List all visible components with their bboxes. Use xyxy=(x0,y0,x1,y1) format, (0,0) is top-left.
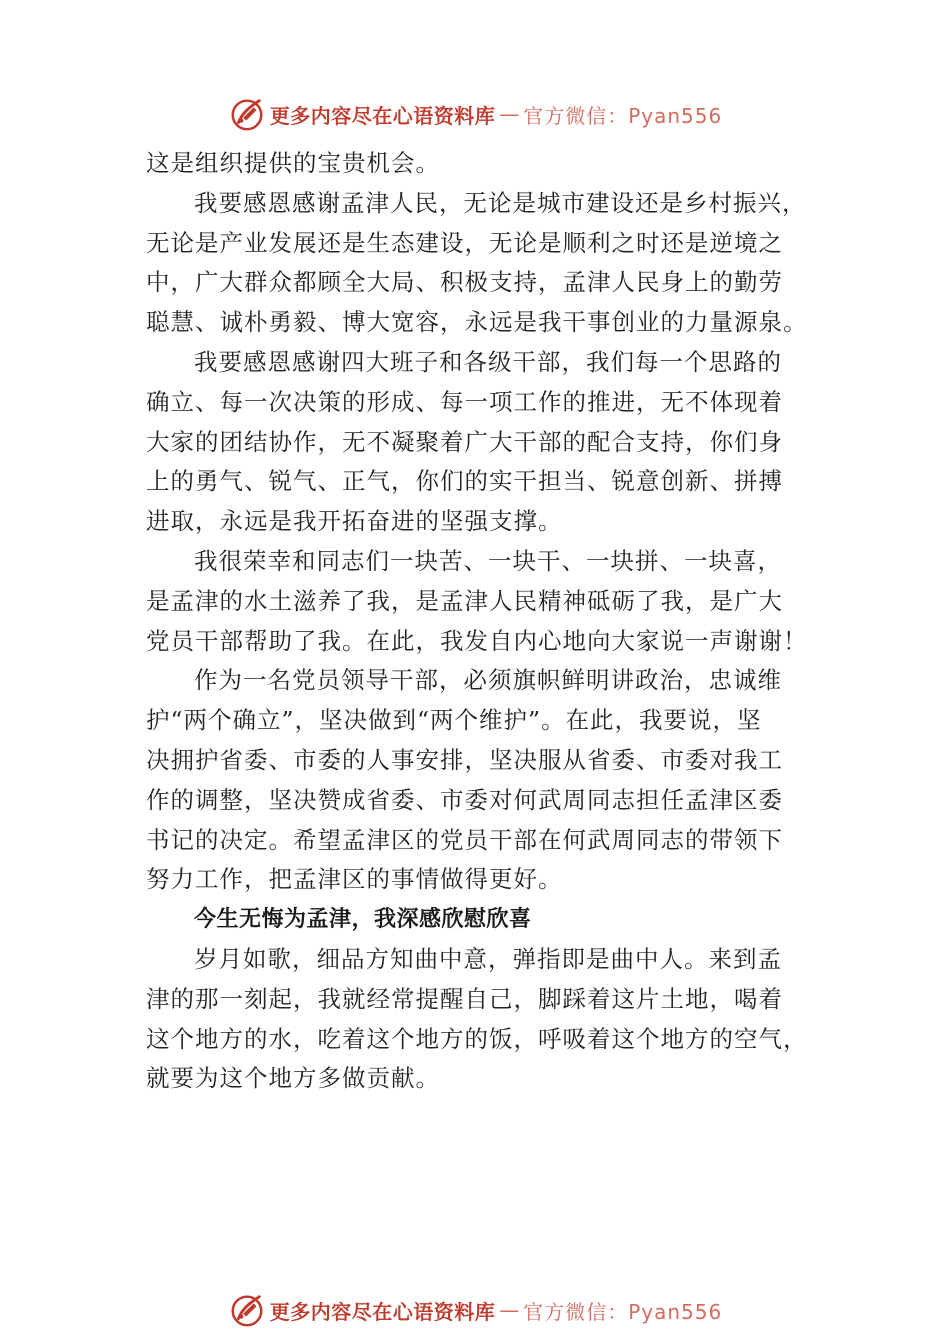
body-line: 聪慧、诚朴勇毅、博大宽容，永远是我干事创业的力量源泉。 xyxy=(146,308,808,337)
wechat-contact: 官方微信：Pyan556 xyxy=(523,1299,723,1324)
body-line: 中，广大群众都顾全大局、积极支持，孟津人民身上的勤劳 xyxy=(146,268,783,297)
body-line: 津的那一刻起，我就经常提醒自己，脚踩着这片土地，喝着 xyxy=(146,984,783,1013)
body-line: 作的调整，坚决赞成省委、市委对何武周同志担任孟津区委 xyxy=(146,785,783,814)
banner-separator: — xyxy=(499,102,520,126)
library-name: 更多内容尽在心语资料库 xyxy=(269,1299,496,1324)
body-line: 这是组织提供的宝贵机会。 xyxy=(146,149,440,177)
paragraph-start: 我很荣幸和同志们一块苦、一块干、一块拼、一块喜， xyxy=(194,546,782,575)
body-line: 上的勇气、锐气、正气，你们的实干担当、锐意创新、拼搏 xyxy=(146,467,783,496)
library-logo-icon xyxy=(228,95,266,133)
body-line: 是孟津的水土滋养了我，是孟津人民精神砥砺了我，是广大 xyxy=(146,586,783,615)
body-line: 决拥护省委、市委的人事安排，坚决服从省委、市委对我工 xyxy=(146,745,783,774)
library-name: 更多内容尽在心语资料库 xyxy=(269,103,496,128)
body-line: 护“两个确立”，坚决做到“两个维护”。在此，我要说，坚 xyxy=(146,706,762,735)
body-line: 这个地方的水，吃着这个地方的饭，呼吸着这个地方的空气， xyxy=(146,1024,808,1053)
paragraph-start: 岁月如歌，细品方知曲中意，弹指即是曲中人。来到孟 xyxy=(194,944,782,973)
body-line: 无论是产业发展还是生态建设，无论是顺利之时还是逆境之 xyxy=(146,228,783,257)
header-banner xyxy=(0,94,950,134)
library-logo-icon xyxy=(228,1291,266,1329)
document-body xyxy=(146,144,806,1099)
body-line: 进取，永远是我开拓奋进的坚强支撑。 xyxy=(146,507,563,536)
section-heading: 今生无悔为孟津，我深感欣慰欣喜 xyxy=(194,907,532,933)
banner-separator: — xyxy=(499,1298,520,1322)
body-line: 大家的团结协作，无不凝聚着广大干部的配合支持，你们身 xyxy=(146,427,783,456)
body-line: 确立、每一次决策的形成、每一项工作的推进，无不体现着 xyxy=(146,387,783,416)
body-line: 努力工作，把孟津区的事情做得更好。 xyxy=(146,865,563,894)
paragraph-start: 我要感恩感谢四大班子和各级干部，我们每一个思路的 xyxy=(194,347,782,376)
paragraph-start: 作为一名党员领导干部，必须旗帜鲜明讲政治，忠诚维 xyxy=(194,666,782,695)
body-line: 书记的决定。希望孟津区的党员干部在何武周同志的带领下 xyxy=(146,825,783,854)
footer-banner xyxy=(0,1290,950,1330)
wechat-contact: 官方微信：Pyan556 xyxy=(523,103,723,128)
body-line: 党员干部帮助了我。在此，我发自内心地向大家说一声谢谢！ xyxy=(146,626,808,655)
paragraph-start: 我要感恩感谢孟津人民，无论是城市建设还是乡村振兴， xyxy=(194,188,807,217)
body-line: 就要为这个地方多做贡献。 xyxy=(146,1064,440,1093)
